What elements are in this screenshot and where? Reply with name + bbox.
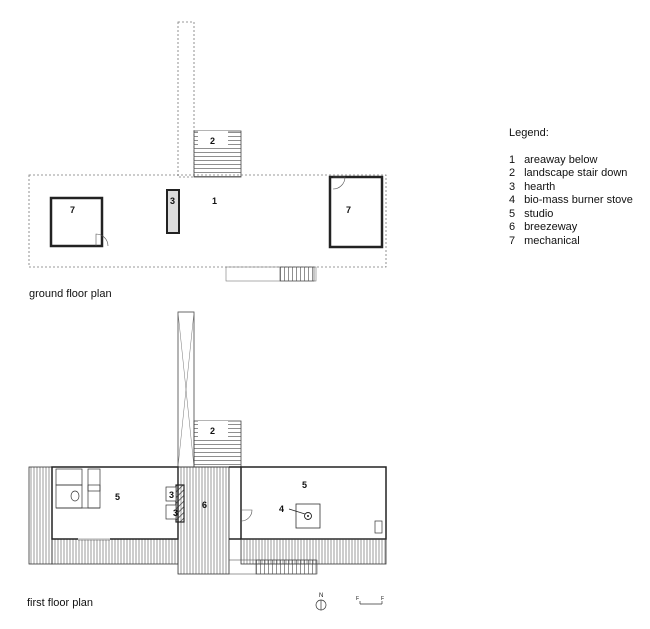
- ground-areaway-outline: [29, 175, 386, 267]
- legend-item: 5 studio: [509, 207, 554, 220]
- first-label-stove: 4: [279, 504, 285, 514]
- north-letter: N: [319, 593, 324, 599]
- legend-item: 1 areaway below: [509, 153, 598, 166]
- scale-bar-icon: [356, 596, 384, 604]
- legend-item: 3 hearth: [509, 180, 556, 193]
- first-label-hearth-bottom: 3: [173, 508, 179, 518]
- legend-title: Legend:: [509, 127, 549, 139]
- first-breezeway: [178, 467, 229, 574]
- legend: [509, 127, 633, 248]
- first-left-deck: [29, 467, 52, 564]
- legend-item: 6 breezeway: [509, 221, 578, 233]
- first-left-studio: [52, 467, 178, 539]
- ground-floor-caption: ground floor plan: [29, 288, 112, 300]
- ground-floor-plan: [29, 22, 386, 300]
- first-label-studio-left: 5: [115, 492, 121, 502]
- legend-item: 4 bio-mass burner stove: [509, 194, 633, 206]
- ground-label-stair: 2: [210, 136, 216, 146]
- ground-mech-left: [51, 198, 102, 246]
- ground-chimney-outline: [178, 22, 194, 177]
- ground-label-areaway: 1: [212, 196, 218, 206]
- ground-label-mech-right: 7: [346, 205, 352, 215]
- ground-label-mech-left: 7: [70, 205, 76, 215]
- first-label-breezeway: 6: [202, 500, 208, 510]
- first-label-stair: 2: [210, 426, 216, 436]
- scale-left-label: F: [356, 596, 360, 602]
- legend-item: 2 landscape stair down: [509, 167, 628, 179]
- scale-right-label: F: [381, 596, 385, 602]
- ground-mech-right: [330, 177, 382, 247]
- ground-label-hearth: 3: [170, 196, 176, 206]
- legend-item: 7 mechanical: [509, 234, 580, 247]
- first-label-studio-right: 5: [302, 480, 308, 490]
- first-floor-caption: first floor plan: [27, 597, 94, 609]
- first-floor-plan: [27, 312, 386, 609]
- north-arrow-icon: [316, 593, 326, 610]
- first-label-hearth-top: 3: [169, 490, 175, 500]
